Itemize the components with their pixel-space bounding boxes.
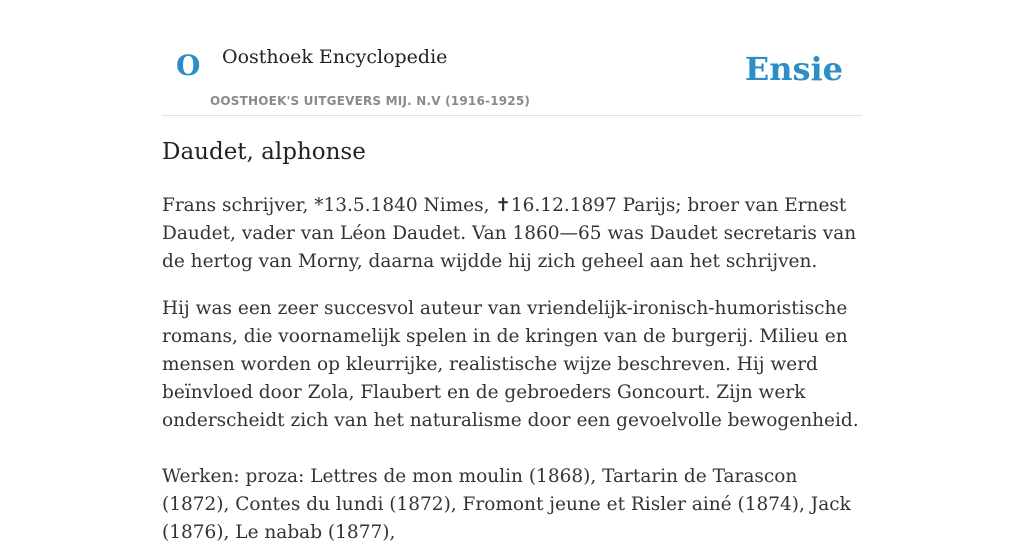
page-container [162, 0, 862, 543]
site-subtitle: OOSTHOEK'S UITGEVERS MIJ. N.V (1916-1925) [210, 94, 531, 108]
site-logo[interactable]: O [176, 49, 201, 82]
site-title[interactable]: Oosthoek Encyclopedie [222, 46, 448, 68]
ensie-brand-link[interactable]: Ensie [744, 50, 843, 88]
article-paragraph: Werken: proza: Lettres de mon moulin (1868), Tartarin de Tarascon (1872), Contes du lundi (1872), Fromont jeune et Risler ainé (1874), Jack (1876), Le nabab (1877), [162, 466, 851, 543]
article-paragraph: Frans schrijver, *13.5.1840 Nimes, ✝16.12.1897 Parijs; broer van Ernest Daudet, vader van Léon Daudet. Van 1860—65 was Daudet secretaris van de hertog van Morny, daarna wijdde hij zich geheel aan het schrijven. [162, 195, 857, 272]
article-paragraph: Hij was een zeer succesvol auteur van vriendelijk-ironisch-humoristische romans, die voornamelijk spelen in de kringen van de burgerij. Milieu en mensen worden op kleurrijke, realistische wijze beschreven. Hij werd beïnvloed door Zola, Flaubert en de gebroeders Goncourt. Zijn werk onderscheidt zich van het naturalisme door een gevoelvolle bewogenheid. [162, 298, 859, 431]
site-header [162, 0, 862, 116]
page-title: Daudet, alphonse [162, 139, 366, 165]
